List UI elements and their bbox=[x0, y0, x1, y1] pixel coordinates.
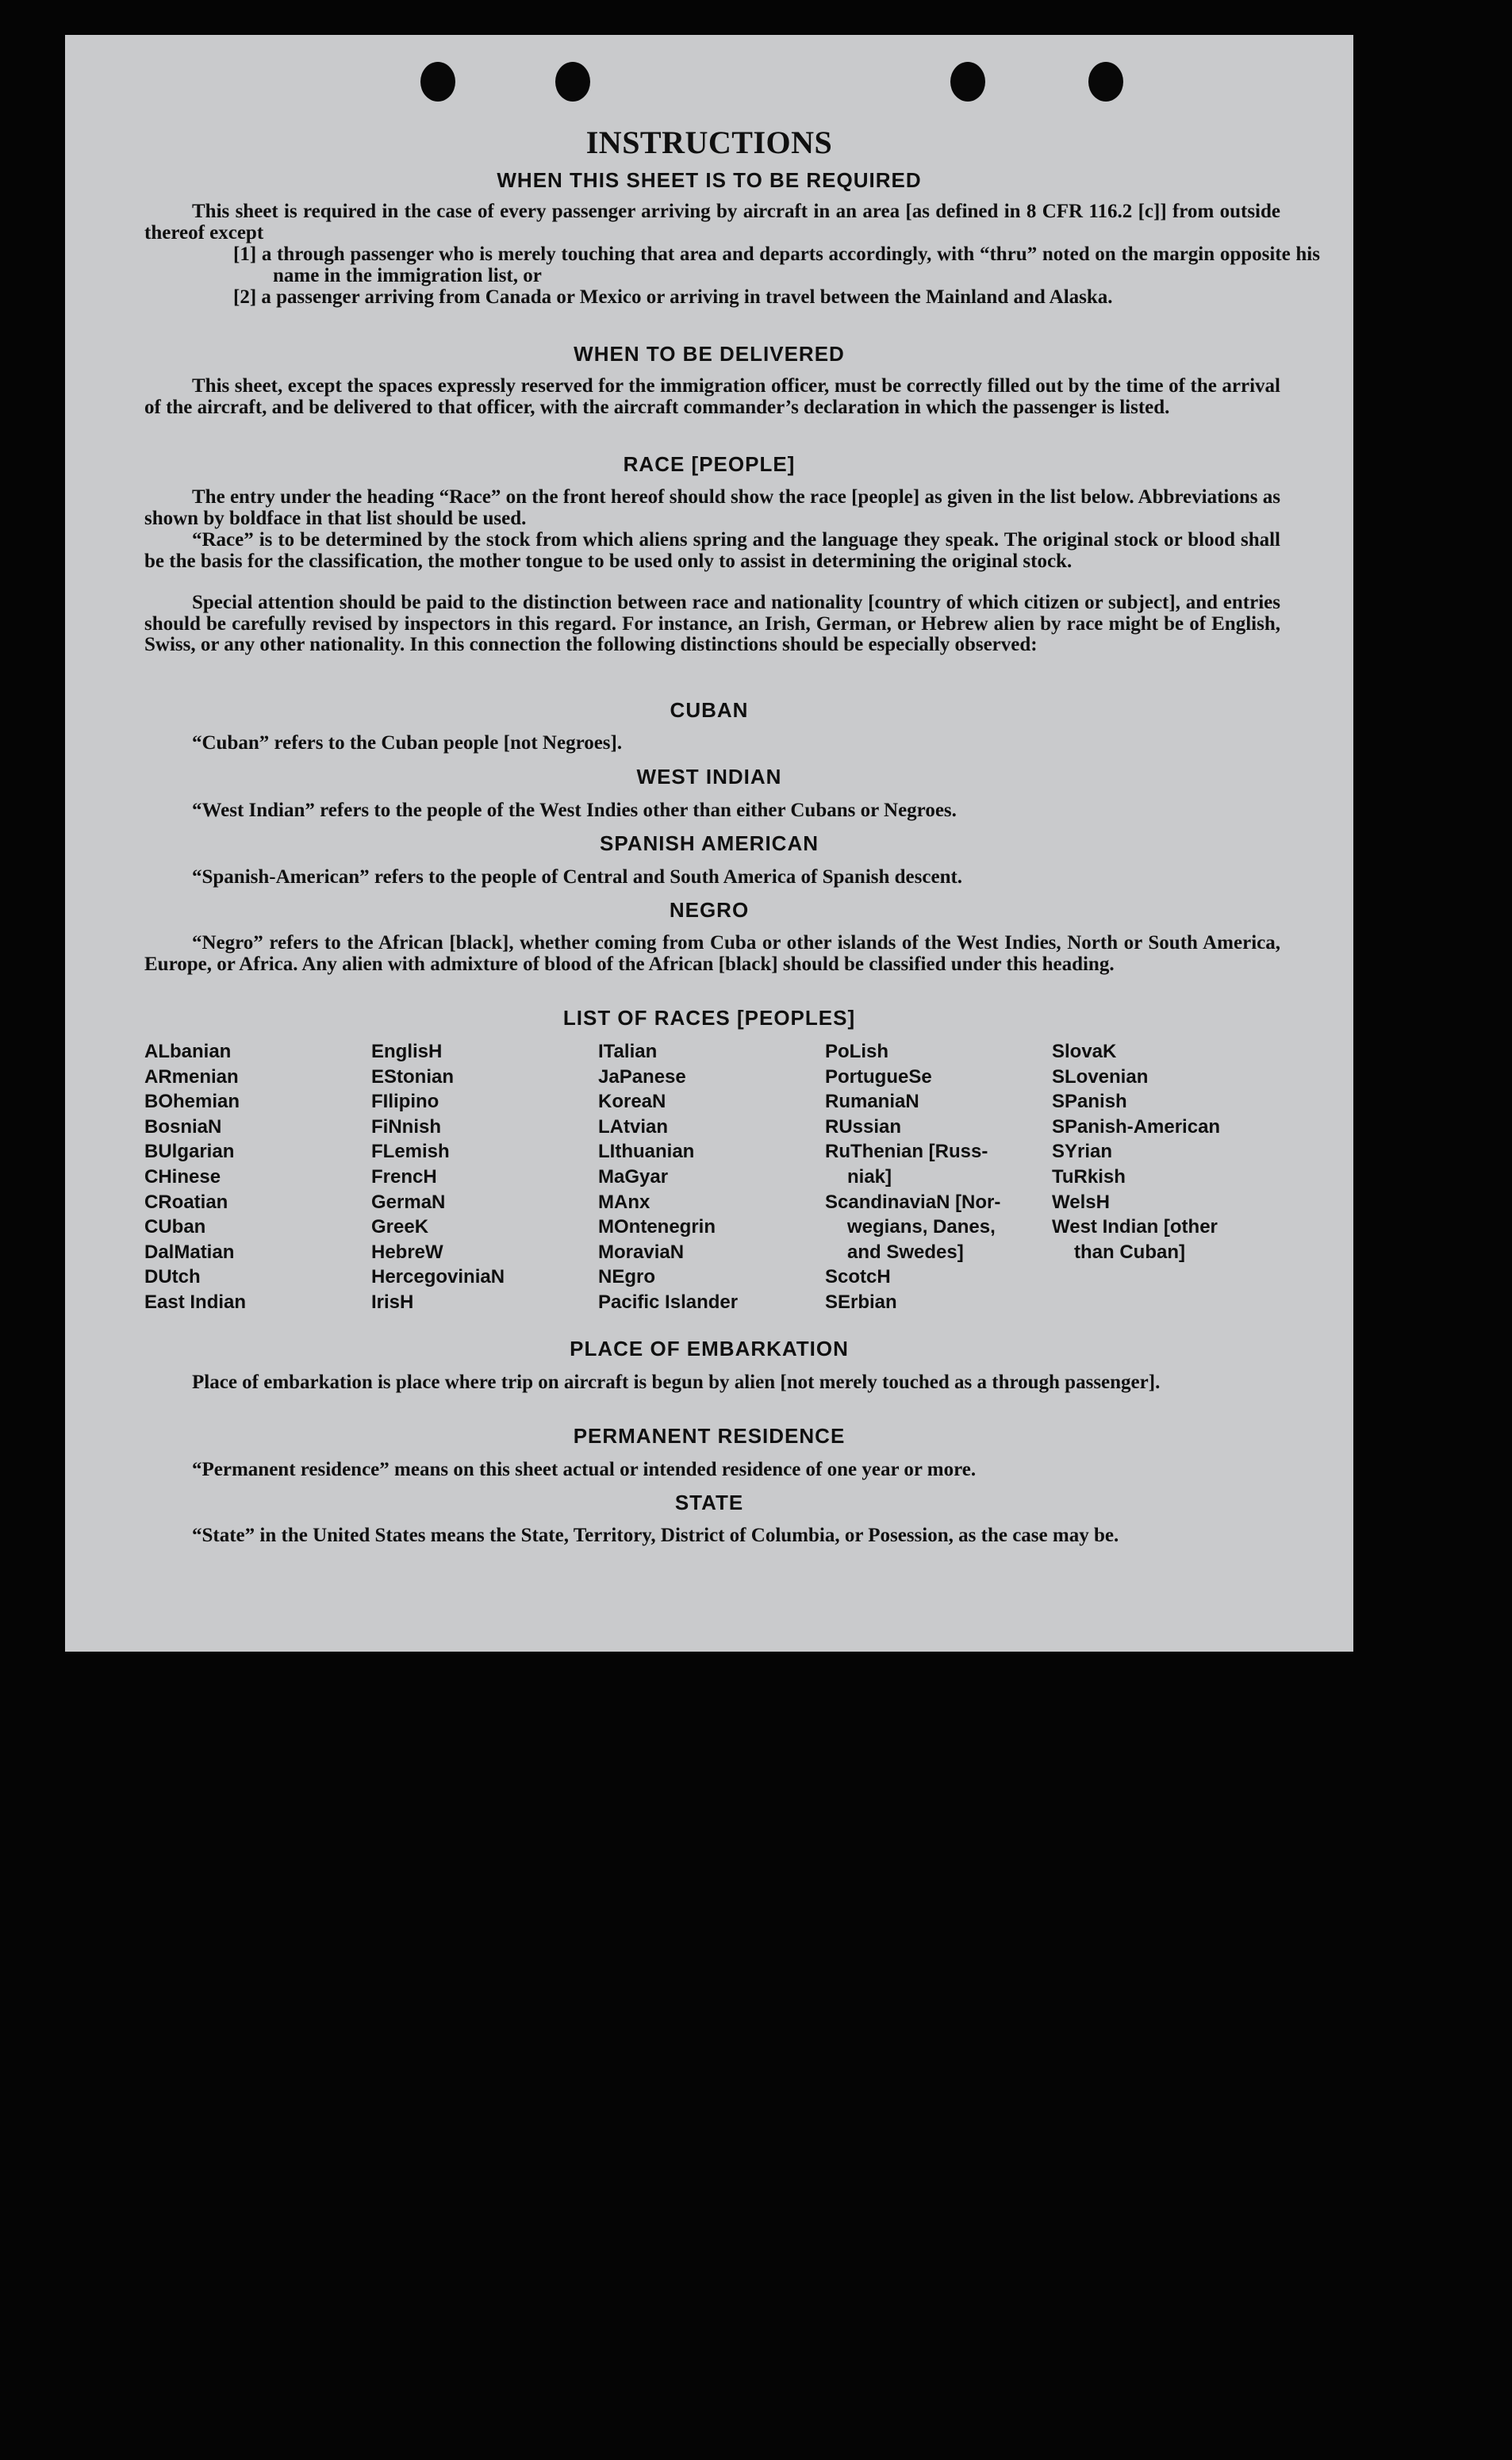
section-heading-delivered: WHEN TO BE DELIVERED bbox=[574, 342, 845, 366]
punch-hole bbox=[555, 62, 590, 102]
race-entry: FIlipino bbox=[371, 1091, 439, 1113]
race-entry: West Indian [other bbox=[1052, 1216, 1218, 1238]
required-item-2: [2] a passenger arriving from Canada or Mexico or arriving in travel between the Mainland and Alaska. bbox=[233, 286, 1113, 308]
race-entry: MoraviaN bbox=[598, 1241, 685, 1263]
race-entry: TuRkish bbox=[1052, 1165, 1126, 1188]
race-entry: EnglisH bbox=[371, 1041, 443, 1062]
race-entry: NEgro bbox=[598, 1266, 655, 1288]
race-entry: LIthuanian bbox=[598, 1141, 695, 1163]
spanish-american-text: “Spanish-American” refers to the people of Central and South America of Spanish descent. bbox=[192, 866, 963, 888]
race-entry: JaPanese bbox=[598, 1065, 686, 1088]
race-entry: SPanish bbox=[1052, 1091, 1127, 1113]
races-column-4 bbox=[825, 1039, 1052, 1315]
race-entry: LAtvian bbox=[598, 1115, 669, 1138]
race-paragraph-1: The entry under the heading “Race” on the front hereof should show the race [people] as given in the list below. Abbreviations as shown by boldface in that list should be used. bbox=[144, 486, 1280, 529]
race-entry: CUban bbox=[144, 1216, 206, 1238]
races-column-3 bbox=[598, 1039, 825, 1315]
race-entry: GermaN bbox=[371, 1191, 446, 1213]
embarkation-text: Place of embarkation is place where trip on aircraft is begun by alien [not merely touched as a through passenger]. bbox=[192, 1372, 1161, 1393]
race-entry: BUlgarian bbox=[144, 1141, 235, 1163]
race-entry: HercegoviniaN bbox=[371, 1266, 505, 1288]
race-entry: SYrian bbox=[1052, 1141, 1113, 1163]
race-entry: ScotcH bbox=[825, 1266, 891, 1288]
race-entry: DUtch bbox=[144, 1266, 201, 1288]
section-heading-cuban: CUBAN bbox=[670, 698, 749, 722]
race-entry: DalMatian bbox=[144, 1241, 235, 1263]
race-entry: East Indian bbox=[144, 1291, 247, 1313]
race-entry: CHinese bbox=[144, 1165, 221, 1188]
cuban-text: “Cuban” refers to the Cuban people [not Negroes]. bbox=[192, 732, 623, 754]
race-entry-continued: than Cuban] bbox=[1074, 1241, 1185, 1263]
race-entry: SPanish-American bbox=[1052, 1115, 1221, 1138]
race-entry: HebreW bbox=[371, 1241, 443, 1263]
race-entry: ARmenian bbox=[144, 1065, 239, 1088]
race-entry: SErbian bbox=[825, 1291, 897, 1313]
race-entry: WelsH bbox=[1052, 1191, 1110, 1213]
punch-hole bbox=[420, 62, 455, 102]
races-column-2 bbox=[371, 1039, 598, 1315]
race-entry: ITalian bbox=[598, 1041, 658, 1062]
punch-hole bbox=[1088, 62, 1123, 102]
race-entry: RUssian bbox=[825, 1115, 902, 1138]
punch-hole bbox=[950, 62, 985, 102]
race-entry: KoreaN bbox=[598, 1091, 666, 1113]
races-column-1 bbox=[144, 1039, 371, 1315]
race-entry: FrencH bbox=[371, 1165, 437, 1188]
race-entry-continued: niak] bbox=[847, 1165, 892, 1188]
race-entry: SLovenian bbox=[1052, 1065, 1149, 1088]
race-entry: IrisH bbox=[371, 1291, 414, 1313]
races-column-5 bbox=[1052, 1039, 1290, 1315]
section-heading-west-indian: WEST INDIAN bbox=[636, 765, 782, 789]
race-entry: SlovaK bbox=[1052, 1041, 1117, 1062]
race-entry: ALbanian bbox=[144, 1041, 232, 1062]
race-entry: BosniaN bbox=[144, 1115, 222, 1138]
race-entry: RumaniaN bbox=[825, 1091, 919, 1113]
required-item-1: [1] a through passenger who is merely touching that area and departs accordingly, with “thru” noted on the margin opposite his name in the immigration list, or bbox=[233, 244, 1320, 286]
race-entry-continued: wegians, Danes, bbox=[847, 1216, 996, 1238]
section-heading-spanish-american: SPANISH AMERICAN bbox=[599, 831, 819, 855]
race-entry: FLemish bbox=[371, 1141, 450, 1163]
instruction-sheet bbox=[65, 35, 1353, 1652]
section-heading-list: LIST OF RACES [PEOPLES] bbox=[562, 1006, 856, 1030]
race-entry: MAnx bbox=[598, 1191, 650, 1213]
section-heading-residence: PERMANENT RESIDENCE bbox=[573, 1424, 846, 1448]
race-entry: FiNnish bbox=[371, 1115, 441, 1138]
race-entry: Pacific Islander bbox=[598, 1291, 739, 1313]
race-entry: CRoatian bbox=[144, 1191, 228, 1213]
section-heading-race: RACE [PEOPLE] bbox=[623, 452, 796, 476]
residence-text: “Permanent residence” means on this sheet actual or intended residence of one year or more. bbox=[192, 1459, 977, 1480]
delivered-text: This sheet, except the spaces expressly reserved for the immigration officer, must be correctly filled out by the time of the arrival of the aircraft, and be delivered to that officer, with the aircraft commander’s declaration in which the passenger is listed. bbox=[144, 375, 1280, 418]
section-heading-required: WHEN THIS SHEET IS TO BE REQUIRED bbox=[497, 168, 922, 192]
races-list bbox=[144, 1039, 1303, 1315]
race-entry: GreeK bbox=[371, 1216, 429, 1238]
section-heading-negro: NEGRO bbox=[669, 898, 750, 922]
race-entry: PortugueSe bbox=[825, 1065, 932, 1088]
race-entry: EStonian bbox=[371, 1065, 455, 1088]
race-entry-continued: and Swedes] bbox=[847, 1241, 964, 1263]
west-indian-text: “West Indian” refers to the people of the West Indies other than either Cubans or Negroes. bbox=[192, 800, 957, 821]
race-entry: ScandinaviaN [Nor- bbox=[825, 1191, 1001, 1213]
race-entry: BOhemian bbox=[144, 1091, 240, 1113]
race-entry: MaGyar bbox=[598, 1165, 669, 1188]
section-heading-embarkation: PLACE OF EMBARKATION bbox=[570, 1337, 849, 1360]
race-paragraph-2: “Race” is to be determined by the stock from which aliens spring and the language they speak. The original stock or blood shall be the basis for the classification, the mother tongue to be used only to assist in determining the original stock. bbox=[144, 529, 1280, 572]
negro-text: “Negro” refers to the African [black], whether coming from Cuba or other islands of the West Indies, North or South America, Europe, or Africa. Any alien with admixture of blood of the African [black] should be classified under this heading. bbox=[144, 932, 1280, 975]
race-paragraph-3: Special attention should be paid to the distinction between race and nationality [country of which citizen or subject], and entries should be carefully revised by inspectors in this regard. For instance, an Irish, German, or Hebrew alien by race might be of English, Swiss, or any other nationality. In this connection the following distinctions should be especially observed: bbox=[144, 592, 1280, 655]
section-heading-state: STATE bbox=[674, 1491, 744, 1514]
required-intro: This sheet is required in the case of every passenger arriving by aircraft in an area [as defined in 8 CFR 116.2 [c]] from outside thereof except bbox=[144, 201, 1280, 244]
race-entry: RuThenian [Russ- bbox=[825, 1141, 988, 1163]
page-title: INSTRUCTIONS bbox=[585, 125, 833, 160]
race-entry: MOntenegrin bbox=[598, 1216, 716, 1238]
race-entry: PoLish bbox=[825, 1041, 889, 1062]
state-text: “State” in the United States means the State, Territory, District of Columbia, or Posession, as the case may be. bbox=[192, 1525, 1119, 1546]
